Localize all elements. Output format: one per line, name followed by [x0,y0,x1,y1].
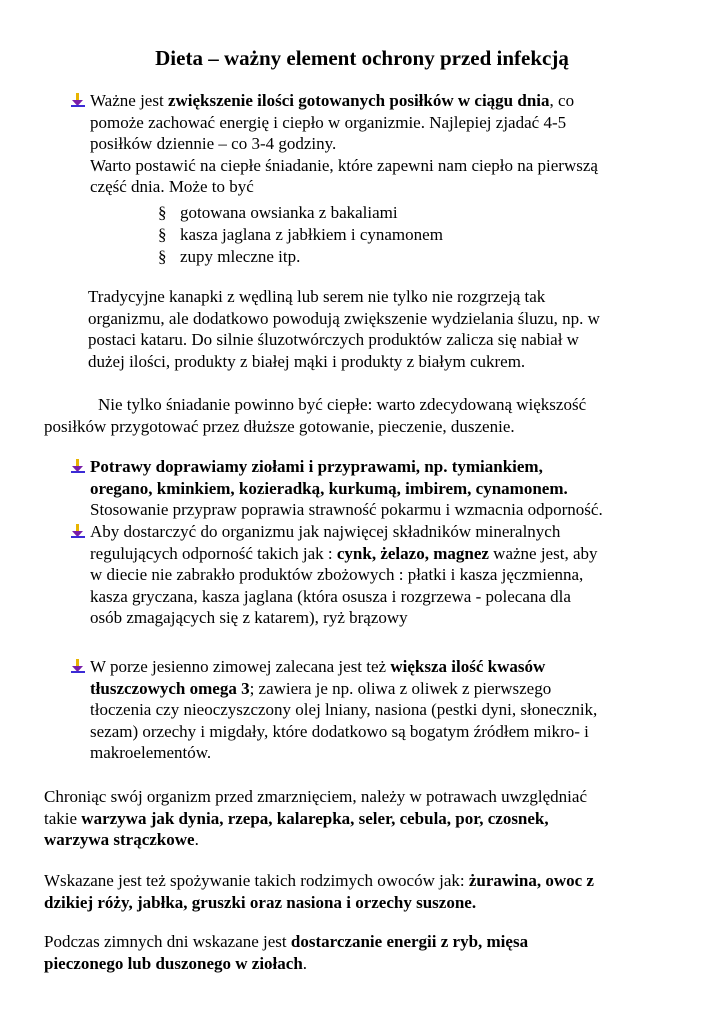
page-title: Dieta – ważny element ochrony przed infekcją [155,46,569,70]
arrow-bullet-icon [70,523,86,539]
paragraph-5: Podczas zimnych dni wskazane jest dostarczanie energii z ryb, mięsa pieczonego lub duszonego w ziołach. [44,932,529,973]
sub-list-item: § gotowana owsianka z bakaliami [158,203,398,222]
document-page: Dieta – ważny element ochrony przed infekcją Ważne jest zwiększenie ilości gotowanych posiłków w ciągu dnia, co pomoże zachować energię i ciepło w organizmie. Najlepiej zjadać 4-5 posiłków dziennie – co 3-4 godziny. Warto postawić na ciepłe śniadanie, które zapewni nam ciepło na pierwszą część dnia. Może to być § gotowana owsianka z bakaliami § kasza jaglana z jabłkiem i cynamonem § zupy mleczne itp. Tradycyjne kanapki z wędliną lub serem nie tylko nie rozgrzeją tak organizmu, ale dodatkowo powodują zwiększenie wydzielania śluzu, np. w postaci kataru. Do silnie śluzotwórczych produktów zalicza się nabiał w dużej ilości, produkty z białej mąki i produkty z białym cukrem. Nie tylko śniadanie powinno być ciepłe: warto zdecydowaną większość posiłków przygotować przez dłuższe gotowanie, pieczenie, duszenie. Potrawy doprawiamy ziołami i przyprawami, np. tymiankiem, oregano, kminkiem, kozieradką, kurkumą, imbirem, cynamonem. Stosowanie przypraw poprawia strawność pokarmu i wzmacnia odporność. Aby dostarczyć do organizmu jak najwięcej składników mineralnych regulujących odporność takich jak : cynk, żelazo, magnez ważne jest, aby w diecie nie zabrakło produktów zbożowych : płatki i kasza jęczmienna, kasza gryczana, kasza jaglana (która osusza i rozgrzewa - polecana dla osób zmagających się z katarem), ryż brązowy W porze jesienno zimowej zalecana jest też większa ilość kwasów tłuszczowych omega 3; zawiera je np. oliwa z oliwek z pierwszego tłoczenia czy nieoczyszczony olej lniany, nasiona (pestki dyni, słonecznik, sezam) orzechy i migdały, które dodatkowo są bogatym źródłem mikro- i makroelementów. Chroniąc swój organizm przed zmarznięciem, należy w potrawach uwzględniać takie warzywa jak dynia, rzepa, kalarepka, seler, cebula, por, czosnek, warzywa strączkowe. Wskazane jest też spożywanie takich rodzimych owoców jak: żurawina, owoc z dzikiej róży, jabłka, gruszki oraz nasiona i orzechy suszone. Podczas zimnych dni wskazane jest dostarczanie energii z ryb, mięsa pieczonego lub duszonego w ziołach. [0,0,724,1024]
paragraph-4: Wskazane jest też spożywanie takich rodzimych owoców jak: żurawina, owoc z dzikiej róży, jabłka, gruszki oraz nasiona i orzechy suszone. [44,871,594,912]
paragraph-1: Tradycyjne kanapki z wędliną lub serem nie tylko nie rozgrzeją tak organizmu, ale dodatkowo powodują zwiększenie wydzielania śluzu, np. w postaci kataru. Do silnie śluzotwórczych produktów zalicza się nabiał w dużej ilości, produkty z białej mąki i produkty z białym cukrem. [88,287,600,371]
sub-list-item: § zupy mleczne itp. [158,247,301,266]
paragraph-3: Chroniąc swój organizm przed zmarznięciem, należy w potrawach uwzględniać takie warzywa jak dynia, rzepa, kalarepka, seler, cebula, por, czosnek, warzywa strączkowe. [44,787,587,850]
sub-list-item: § kasza jaglana z jabłkiem i cynamonem [158,225,443,244]
arrow-bullet-icon [70,658,86,674]
arrow-bullet-icon [70,458,86,474]
paragraph-2: Nie tylko śniadanie powinno być ciepłe: warto zdecydowaną większość posiłków przygotować przez dłuższe gotowanie, pieczenie, duszenie. [44,395,587,436]
arrow-bullet-icon [70,92,86,108]
